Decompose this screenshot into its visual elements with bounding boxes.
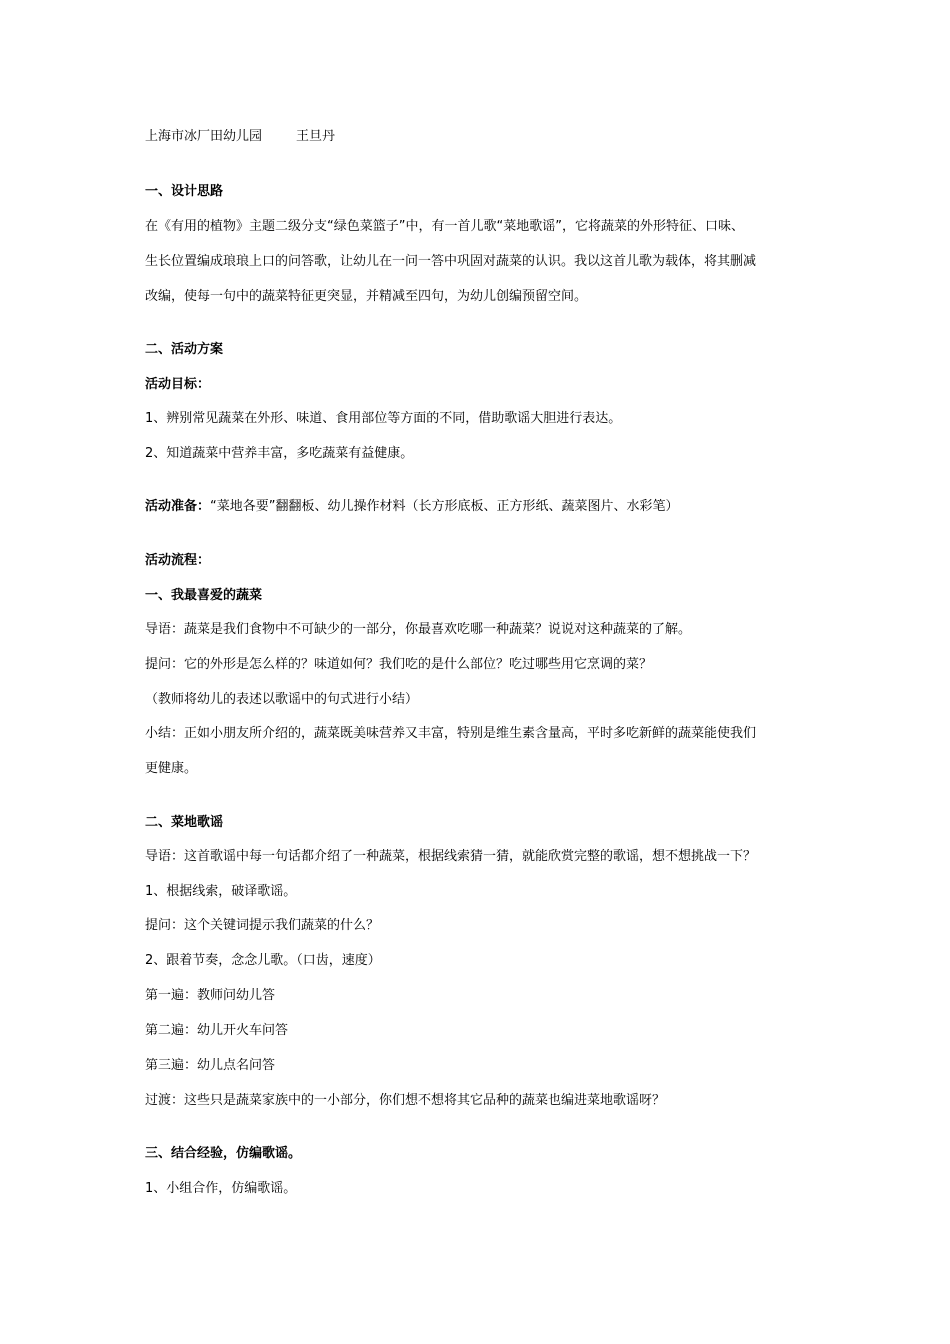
paragraph-line: 第三遍：幼儿点名问答 [145, 1058, 276, 1073]
goal-item: 1、辨别常见蔬菜在外形、味道、食用部位等方面的不同，借助歌谣大胆进行表达。 [145, 411, 622, 426]
prep-text: “菜地各要”翻翻板、幼儿操作材料（长方形底板、正方形纸、蔬菜图片、水彩笔） [210, 499, 679, 514]
paragraph-line: 第一遍：教师问幼儿答 [145, 988, 276, 1003]
paragraph-line: 1、小组合作，仿编歌谣。 [145, 1181, 297, 1196]
paragraph-line: 提问：它的外形是怎么样的？味道如何？我们吃的是什么部位？吃过哪些用它烹调的菜？ [145, 657, 653, 672]
preparation-line [145, 498, 679, 516]
paragraph-line: 更健康。 [145, 761, 198, 776]
part-heading-adapt: 三、结合经验，仿编歌谣。 [145, 1146, 302, 1161]
section-heading-plan: 二、活动方案 [145, 342, 224, 357]
part-heading-favorite: 一、我最喜爱的蔬菜 [145, 588, 263, 603]
flow-label: 活动流程： [145, 553, 211, 568]
header-line [145, 128, 335, 146]
paragraph-line: 改编，使每一句中的蔬菜特征更突显，并精减至四句，为幼儿创编预留空间。 [145, 289, 588, 304]
paragraph-line: （教师将幼儿的表述以歌谣中的句式进行小结） [145, 692, 419, 707]
paragraph-line: 导语：这首歌谣中每一句话都介绍了一种蔬菜，根据线索猜一猜，就能欣赏完整的歌谣，想不想挑战一下？ [145, 849, 757, 864]
paragraph-line: 生长位置编成琅琅上口的问答歌，让幼儿在一问一答中巩固对蔬菜的认识。我以这首儿歌为载体，将其删减 [145, 254, 757, 269]
paragraph-line: 第二遍：幼儿开火车问答 [145, 1023, 289, 1038]
author-name: 王旦丹 [296, 129, 336, 144]
goal-item: 2、知道蔬菜中营养丰富，多吃蔬菜有益健康。 [145, 446, 414, 461]
goals-label: 活动目标： [145, 377, 211, 392]
paragraph-line: 1、根据线索，破译歌谣。 [145, 884, 297, 899]
prep-label: 活动准备： [145, 499, 211, 514]
paragraph-line: 在《有用的植物》主题二级分支“绿色菜篮子”中，有一首儿歌“菜地歌谣”，它将蔬菜的外形特征、口味、 [145, 219, 744, 234]
paragraph-line: 2、跟着节奏，念念儿歌。（口齿，速度） [145, 953, 381, 968]
section-heading-design: 一、设计思路 [145, 184, 224, 199]
paragraph-line: 过渡：这些只是蔬菜家族中的一小部分，你们想不想将其它品种的蔬菜也编进菜地歌谣呀？ [145, 1093, 666, 1108]
part-heading-song: 二、菜地歌谣 [145, 815, 224, 830]
paragraph-line: 提问：这个关键词提示我们蔬菜的什么？ [145, 918, 380, 933]
school-name: 上海市冰厂田幼儿园 [145, 129, 263, 144]
paragraph-line: 小结：正如小朋友所介绍的，蔬菜既美味营养又丰富，特别是维生素含量高，平时多吃新鲜的蔬菜能使我们 [145, 726, 757, 741]
paragraph-line: 导语：蔬菜是我们食物中不可缺少的一部分，你最喜欢吃哪一种蔬菜？说说对这种蔬菜的了解。 [145, 622, 692, 637]
